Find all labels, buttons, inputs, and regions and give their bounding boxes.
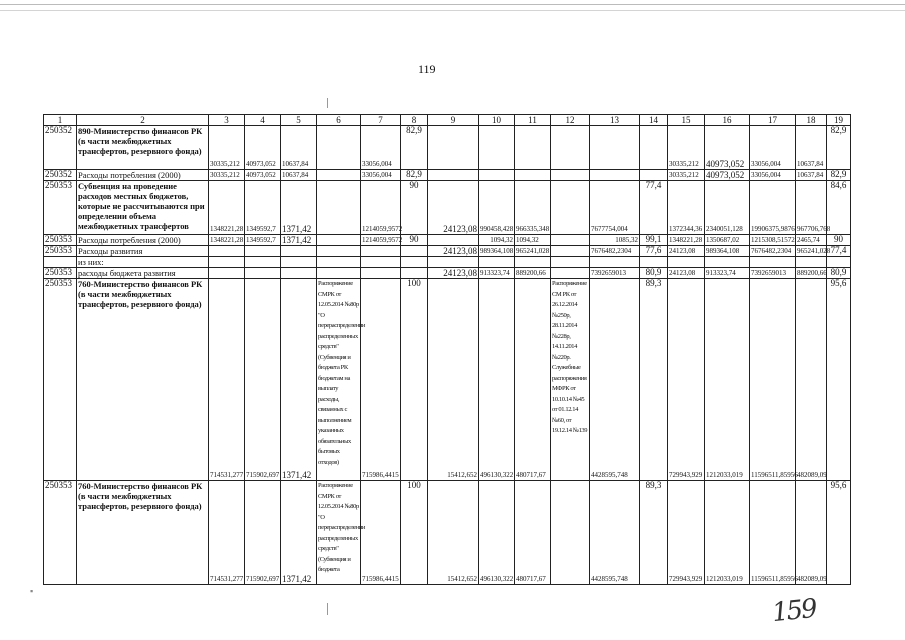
row-name: 760-Министерство финансов РК (в части межбюджетных трансфертов, резервного фонда) — [77, 279, 209, 481]
cell: 30335,212 — [209, 126, 245, 170]
cell-percent: 100 — [401, 279, 428, 481]
cell: 1372344,36 — [668, 181, 705, 235]
cell-percent: 95,6 — [827, 279, 851, 481]
cell-percent: 77,4 — [640, 181, 668, 235]
cell — [827, 257, 851, 268]
cell — [209, 257, 245, 268]
scan-top-edge — [0, 4, 905, 5]
row-code — [44, 257, 77, 268]
row-code: 250353 — [44, 268, 77, 279]
cell-percent: 90 — [827, 235, 851, 246]
cell — [428, 235, 479, 246]
cell: 965241,028 — [516, 247, 550, 255]
cell-percent: 95,6 — [827, 481, 851, 585]
cell-percent: 82,9 — [401, 126, 428, 170]
cell: 482089,09 — [796, 481, 827, 585]
cell: 729943,929 — [668, 481, 705, 585]
cell: 7676482,2304 — [750, 246, 796, 257]
cell — [590, 126, 640, 170]
table-header-row — [44, 115, 851, 126]
cell-percent: 90 — [401, 235, 428, 246]
cell — [245, 257, 281, 268]
cell — [551, 257, 590, 268]
row-code: 250353 — [44, 235, 77, 246]
cell-note: Распоряжение СМРК от 12.05.2014 №80р "О перераспределении распределенных средств" (Субвенция и бюджета — [317, 481, 361, 585]
row-code: 250352 — [44, 126, 77, 170]
cell — [317, 268, 361, 279]
cell: 24123,08 — [668, 246, 705, 257]
cell-percent — [640, 126, 668, 170]
row-code: 250353 — [44, 481, 77, 585]
cell-percent: 77,4 — [827, 246, 851, 257]
cell: 7677754,004 — [590, 181, 640, 235]
cell — [209, 246, 245, 257]
cell: 40973,052 — [705, 126, 750, 170]
cell — [750, 257, 796, 268]
cell: 33056,004 — [750, 126, 796, 170]
table-row — [44, 170, 851, 181]
cell-percent: 89,3 — [640, 481, 668, 585]
cell — [317, 170, 361, 181]
cell: 1348221,28 — [209, 181, 245, 235]
cell-note: Распоряжение СМ РК от 26.12.2014 №250р, 28.11.2014 №228р, 14.11.2014 №220р. Служебные распоряжения МФРК от 10.10.14 №45 от 01.12.14 №60, от 19.12.14 №139 — [551, 279, 590, 481]
cell: 990458,428 — [479, 181, 515, 235]
cell: 2340051,128 — [705, 181, 750, 235]
fold-mark — [327, 603, 328, 615]
cell — [551, 235, 590, 246]
cell: 10637,84 — [281, 170, 317, 181]
cell: 1212033,019 — [705, 279, 750, 481]
cell: 15412,652 — [428, 279, 479, 481]
cell: 24123,08 — [428, 246, 479, 257]
header-cell: 3 — [209, 115, 245, 126]
cell: 889200,66 — [515, 268, 551, 279]
cell: 967706,768 — [796, 181, 827, 235]
handwritten-page-stamp: 159 — [770, 593, 818, 629]
cell — [317, 181, 361, 235]
row-name: 890-Министерство финансов РК (в части межбюджетных трансфертов, резервного фонда) — [77, 126, 209, 170]
cell — [479, 126, 515, 170]
cell: 19906375,9876 — [750, 181, 796, 235]
cell: 913323,74 — [705, 268, 750, 279]
cell — [551, 170, 590, 181]
header-cell: 5 — [281, 115, 317, 126]
table-row — [44, 268, 851, 279]
margin-mark: ▪ — [30, 586, 34, 596]
cell — [705, 257, 750, 268]
cell: 989364,108 — [480, 247, 514, 255]
cell — [209, 268, 245, 279]
header-cell: 13 — [590, 115, 640, 126]
page-number: 119 — [418, 62, 436, 76]
header-cell: 10 — [479, 115, 515, 126]
row-name: Расходы развития — [77, 246, 209, 257]
header-cell: 17 — [750, 115, 796, 126]
cell: 1349592,7 — [245, 181, 281, 235]
cell: 715986,4415 — [361, 279, 401, 481]
cell-percent: 82,9 — [401, 170, 428, 181]
cell: 480717,67 — [515, 279, 551, 481]
cell — [317, 126, 361, 170]
cell: 1094,32 — [515, 235, 551, 246]
cell: 24123,08 — [668, 268, 705, 279]
cell: 714531,277 — [209, 279, 245, 481]
cell — [668, 257, 705, 268]
cell: 1212033,019 — [705, 481, 750, 585]
cell: 715986,4415 — [361, 481, 401, 585]
cell: 1214059,9572 — [362, 236, 403, 244]
fold-mark — [327, 98, 328, 108]
table-row — [44, 279, 851, 481]
cell: 496130,322 — [479, 481, 515, 585]
cell-percent: 80,9 — [640, 268, 668, 279]
row-name: 760-Министерство финансов РК (в части межбюджетных трансфертов, резервного фонда) — [77, 481, 209, 585]
cell — [245, 268, 281, 279]
cell — [479, 257, 515, 268]
cell-percent: 84,6 — [827, 181, 851, 235]
table-row — [44, 246, 851, 257]
table-row — [44, 181, 851, 235]
row-name: расходы бюджета развития — [77, 268, 209, 279]
cell — [515, 170, 551, 181]
cell-percent: 90 — [401, 181, 428, 235]
cell: 1349592,7 — [245, 235, 281, 246]
header-cell: 18 — [796, 115, 827, 126]
header-cell: 15 — [668, 115, 705, 126]
cell — [515, 257, 551, 268]
row-code: 250353 — [44, 279, 77, 481]
cell — [428, 170, 479, 181]
cell — [590, 170, 640, 181]
cell — [428, 126, 479, 170]
cell: 482089,09 — [796, 279, 827, 481]
cell-percent — [640, 170, 668, 181]
cell: 1371,42 — [281, 481, 317, 585]
cell — [428, 257, 479, 268]
header-cell: 19 — [827, 115, 851, 126]
cell: 11596511,85956 — [750, 279, 796, 481]
cell: 1348221,28 — [210, 236, 244, 244]
cell — [551, 268, 590, 279]
cell: 989364,108 — [705, 246, 750, 257]
cell-percent: 82,9 — [827, 126, 851, 170]
header-cell: 12 — [551, 115, 590, 126]
cell: 1371,42 — [281, 279, 317, 481]
cell — [401, 257, 428, 268]
cell: 729943,929 — [668, 279, 705, 481]
header-cell: 8 — [401, 115, 428, 126]
cell: 24123,08 — [428, 181, 479, 235]
cell — [281, 268, 317, 279]
scan-top-edge-faint — [0, 10, 905, 11]
cell: 496130,322 — [479, 279, 515, 481]
cell: 11596511,85956 — [750, 481, 796, 585]
cell: 965241,028 — [797, 247, 831, 255]
header-cell: 11 — [515, 115, 551, 126]
cell: 7676482,2304 — [590, 246, 640, 257]
header-cell: 1 — [44, 115, 77, 126]
cell — [551, 181, 590, 235]
cell-percent: 100 — [401, 481, 428, 585]
cell-percent: 77,6 — [640, 246, 668, 257]
cell: 913323,74 — [479, 268, 515, 279]
cell: 966335,348 — [515, 181, 551, 235]
header-cell: 4 — [245, 115, 281, 126]
cell: 33056,004 — [361, 126, 401, 170]
cell — [281, 246, 317, 257]
cell: 889200,66 — [797, 269, 827, 277]
cell: 30335,212 — [668, 170, 705, 181]
cell — [361, 257, 401, 268]
cell: 1214059,9572 — [361, 181, 401, 235]
cell: 715902,697 — [245, 481, 281, 585]
cell — [245, 246, 281, 257]
cell — [361, 246, 401, 257]
cell — [361, 268, 401, 279]
cell: 1350687,02 — [705, 235, 750, 246]
header-cell: 16 — [705, 115, 750, 126]
cell: 1094,32 — [479, 235, 515, 246]
cell: 1371,42 — [281, 181, 317, 235]
cell: 15412,652 — [428, 481, 479, 585]
cell: 30335,212 — [209, 170, 245, 181]
cell-percent: 80,9 — [827, 268, 851, 279]
cell: 40973,052 — [245, 170, 281, 181]
cell: 4428595,748 — [590, 481, 640, 585]
cell: 1085,32 — [590, 235, 640, 246]
cell — [479, 170, 515, 181]
cell: 30335,212 — [668, 126, 705, 170]
cell: 2465,74 — [796, 235, 827, 246]
cell — [317, 235, 361, 246]
cell: 1348221,28 — [668, 235, 705, 246]
cell: 1215308,51572 — [751, 236, 795, 244]
cell: 33056,004 — [750, 170, 796, 181]
cell: 10637,84 — [281, 126, 317, 170]
header-cell: 2 — [77, 115, 209, 126]
cell: 7392659013 — [590, 268, 640, 279]
cell — [551, 481, 590, 585]
table-row — [44, 126, 851, 170]
cell: 40973,052 — [705, 170, 750, 181]
cell: 714531,277 — [209, 481, 245, 585]
row-code: 250353 — [44, 246, 77, 257]
cell: 40973,052 — [245, 126, 281, 170]
cell — [281, 257, 317, 268]
cell-note: Распоряжение СМРК от 12.05.2014 №80р "О перераспределении распределенных средств" (Субвенция и бюджета РК бюджетам на выплату расходы, связанных с выполнением указанных обязательных бытовых отходов) — [317, 279, 361, 481]
cell-percent — [401, 246, 428, 257]
cell-percent: 99,1 — [640, 235, 668, 246]
cell — [515, 126, 551, 170]
header-cell: 7 — [361, 115, 401, 126]
table-row — [44, 481, 851, 585]
table-row — [44, 257, 851, 268]
cell — [640, 257, 668, 268]
cell — [317, 257, 361, 268]
cell: 33056,004 — [361, 170, 401, 181]
cell: 715902,697 — [245, 279, 281, 481]
cell — [796, 257, 827, 268]
table-row — [44, 235, 851, 246]
cell: 7392659013 — [750, 268, 796, 279]
cell — [551, 246, 590, 257]
row-name: Расходы потребления (2000) — [77, 235, 209, 246]
row-name: Расходы потребления (2000) — [77, 170, 209, 181]
cell: 24123,08 — [428, 268, 479, 279]
row-code: 250353 — [44, 181, 77, 235]
cell: 10637,84 — [796, 126, 827, 170]
row-code: 250352 — [44, 170, 77, 181]
cell — [551, 126, 590, 170]
cell-percent: 82,9 — [827, 170, 851, 181]
header-cell: 6 — [317, 115, 361, 126]
row-name: Субвенция на проведение расходов местных бюджетов, которые не рассчитываются при определении объема межбюджетных трансфертов — [77, 181, 209, 235]
cell: 4428595,748 — [590, 279, 640, 481]
cell: 10637,84 — [796, 170, 827, 181]
header-cell: 9 — [428, 115, 479, 126]
cell — [317, 246, 361, 257]
row-name: из них: — [77, 257, 209, 268]
cell-percent: 89,3 — [640, 279, 668, 481]
header-cell: 14 — [640, 115, 668, 126]
budget-table — [43, 114, 851, 585]
cell-percent — [401, 268, 428, 279]
cell — [590, 257, 640, 268]
cell: 480717,67 — [515, 481, 551, 585]
cell: 1371,42 — [281, 235, 317, 246]
